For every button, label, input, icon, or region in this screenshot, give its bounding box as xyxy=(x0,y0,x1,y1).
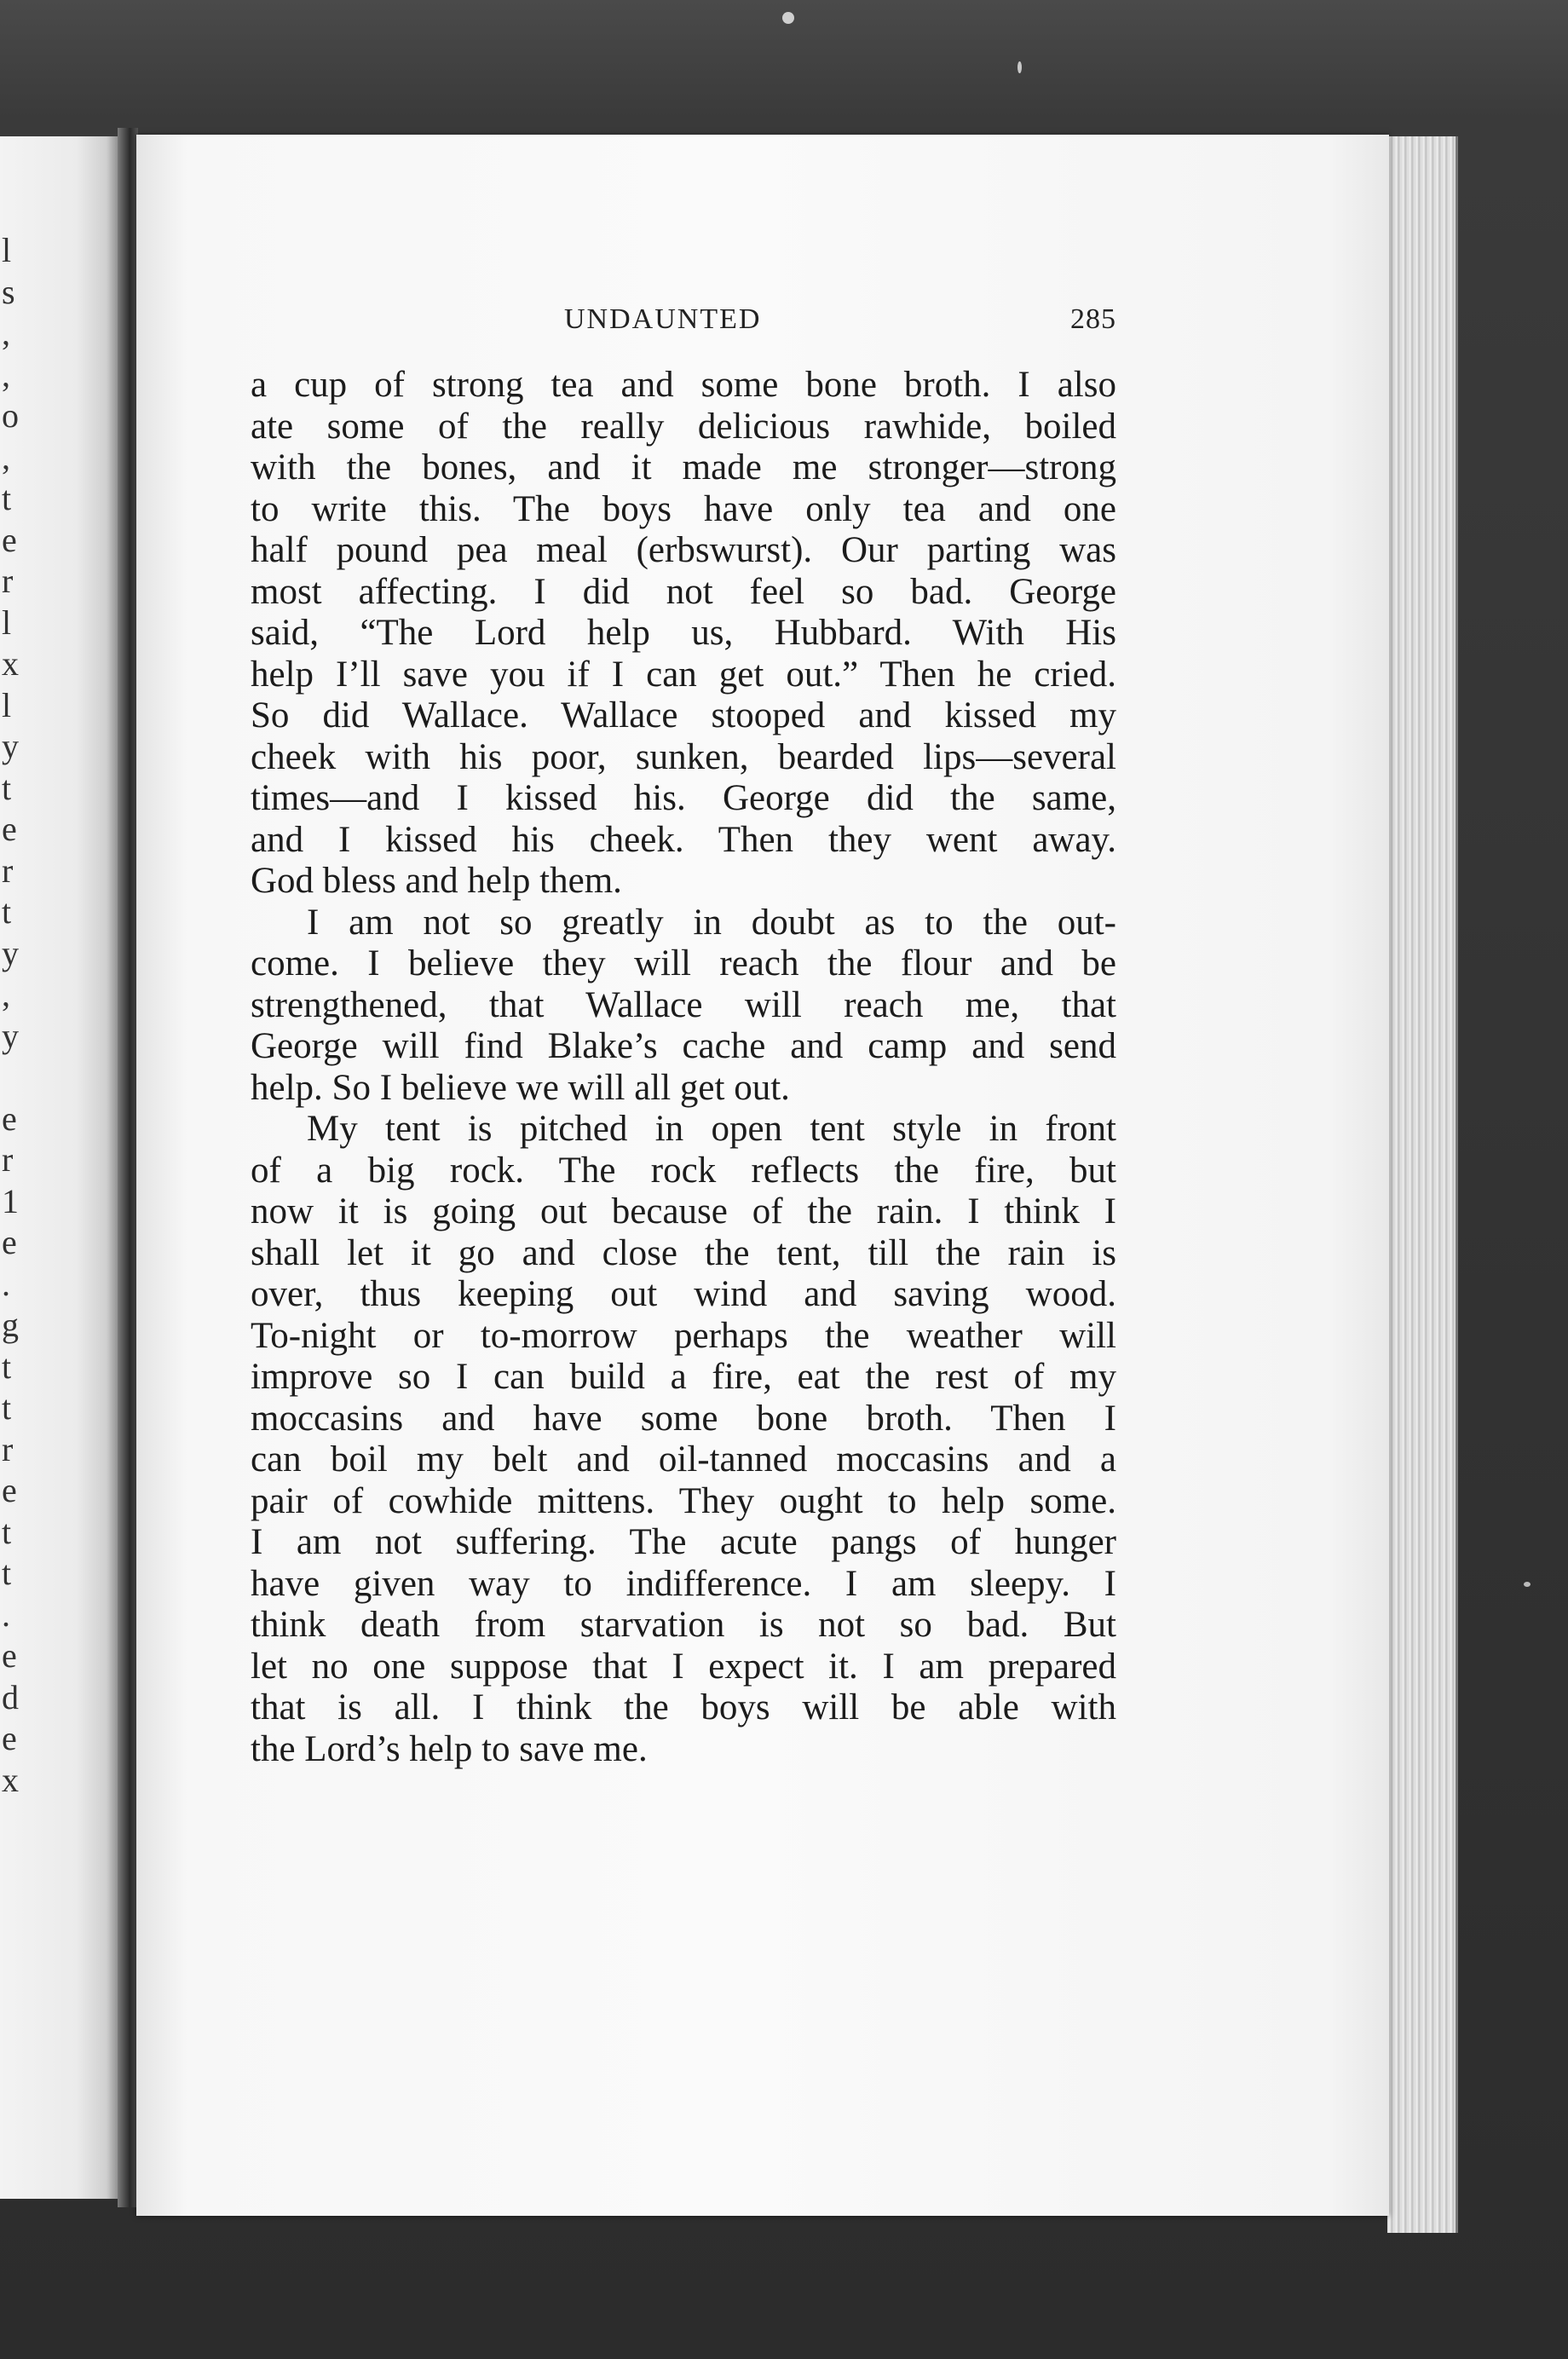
text-line: that is all. I think the boys will be able with xyxy=(251,1687,1116,1727)
dust-speck xyxy=(782,12,794,24)
text-line: times—and I kissed his. George did the same, xyxy=(251,778,1116,818)
text-line: a cup of strong tea and some bone broth. I also xyxy=(251,365,1116,405)
text-line: My tent is pitched in open tent style in front xyxy=(307,1109,1116,1149)
text-line: ate some of the really delicious rawhide, boiled xyxy=(251,406,1116,447)
text-line: moccasins and have some bone broth. Then I xyxy=(251,1398,1116,1439)
text-line: to write this. The boys have only tea and one xyxy=(251,488,1116,529)
text-line: George will find Blake’s cache and camp and send xyxy=(251,1026,1116,1066)
text-line: have given way to indifference. I am sleepy. I xyxy=(251,1563,1116,1604)
facing-page-char: r xyxy=(2,1429,14,1468)
facing-page-char: e xyxy=(2,1099,17,1138)
text-line: I am not suffering. The acute pangs of hunger xyxy=(251,1522,1116,1562)
text-line: I am not so greatly in doubt as to the out- xyxy=(307,902,1116,943)
facing-page-char: , xyxy=(2,975,10,1013)
paragraph xyxy=(251,1109,1116,1770)
facing-page-char: e xyxy=(2,1719,17,1757)
text-line: help I’ll save you if I can get out.” Then he cried. xyxy=(251,654,1116,695)
text-line: said, “The Lord help us, Hubbard. With His xyxy=(251,613,1116,653)
facing-page-char: x xyxy=(2,1760,19,1799)
text-line: of a big rock. The rock reflects the fire, but xyxy=(251,1150,1116,1191)
paragraph xyxy=(251,365,1116,903)
facing-page-char: l xyxy=(2,685,12,724)
facing-page-char: g xyxy=(2,1306,19,1344)
facing-page-char: e xyxy=(2,1471,17,1509)
facing-page-char: , xyxy=(2,437,10,476)
facing-page-char: t xyxy=(2,768,12,807)
text-line: the Lord’s help to save me. xyxy=(251,1728,648,1769)
dust-speck xyxy=(1524,1582,1531,1587)
running-head xyxy=(256,298,1116,343)
facing-page-char: . xyxy=(2,1595,10,1634)
facing-page-char: o xyxy=(2,396,19,435)
facing-page-char: r xyxy=(2,1140,14,1179)
facing-page-char: t xyxy=(2,1554,12,1592)
facing-page-char: s xyxy=(2,272,15,311)
text-line: God bless and help them. xyxy=(251,861,622,901)
facing-page-char: r xyxy=(2,851,14,890)
facing-page-char: . xyxy=(2,1264,10,1303)
facing-page-char: y xyxy=(2,933,19,972)
text-line: over, thus keeping out wind and saving wood. xyxy=(251,1274,1116,1314)
page-number: 285 xyxy=(1070,303,1116,335)
facing-page-char: , xyxy=(2,355,10,394)
facing-page-char: y xyxy=(2,727,19,765)
text-line: come. I believe they will reach the flour and be xyxy=(251,943,1116,983)
facing-page-char: l xyxy=(2,603,12,642)
facing-page-char: r xyxy=(2,562,14,600)
facing-page-char: e xyxy=(2,810,17,848)
facing-page-char: t xyxy=(2,1512,12,1551)
facing-page-char: e xyxy=(2,1223,17,1261)
facing-page-char: d xyxy=(2,1677,19,1716)
text-line: cheek with his poor, sunken, bearded lips—several xyxy=(251,736,1116,777)
facing-page-char: , xyxy=(2,314,10,352)
facing-page-char: t xyxy=(2,892,12,931)
book-gutter xyxy=(118,128,138,2207)
facing-page-char: y xyxy=(2,1016,19,1055)
text-line: now it is going out because of the rain. I think I xyxy=(251,1191,1116,1231)
text-line: To-night or to-morrow perhaps the weather will xyxy=(251,1315,1116,1356)
text-line: think death from starvation is not so bad. But xyxy=(251,1605,1116,1645)
facing-page-char: x xyxy=(2,644,19,683)
text-line: let no one suppose that I expect it. I am prepared xyxy=(251,1646,1116,1687)
text-line: strengthened, that Wallace will reach me, that xyxy=(251,984,1116,1025)
text-line: help. So I believe we will all get out. xyxy=(251,1067,790,1108)
facing-page-char: e xyxy=(2,520,17,559)
text-line: pair of cowhide mittens. They ought to help some. xyxy=(251,1480,1116,1521)
facing-page-char: l xyxy=(2,231,12,269)
facing-page-char: t xyxy=(2,1388,12,1427)
running-head-title: UNDAUNTED xyxy=(564,303,762,335)
text-line: can boil my belt and oil-tanned moccasins and a xyxy=(251,1439,1116,1479)
text-line: half pound pea meal (erbswurst). Our parting was xyxy=(251,530,1116,570)
page-stack-edge xyxy=(1387,136,1458,2233)
paragraph xyxy=(251,903,1116,1110)
facing-page-char: t xyxy=(2,479,12,517)
text-line: So did Wallace. Wallace stooped and kissed my xyxy=(251,695,1116,735)
text-line: most affecting. I did not feel so bad. George xyxy=(251,571,1116,612)
text-line: shall let it go and close the tent, till the rain is xyxy=(251,1232,1116,1273)
dust-speck xyxy=(1017,61,1022,73)
facing-page-char: t xyxy=(2,1347,12,1386)
text-line: and I kissed his cheek. Then they went away. xyxy=(251,819,1116,860)
text-line: improve so I can build a fire, eat the rest of my xyxy=(251,1357,1116,1397)
text-line: with the bones, and it made me stronger—strong xyxy=(251,447,1116,487)
facing-page-char: 1 xyxy=(2,1181,19,1220)
facing-page-edge xyxy=(0,136,119,2199)
facing-page-char: e xyxy=(2,1636,17,1675)
body-text xyxy=(251,365,1116,1770)
